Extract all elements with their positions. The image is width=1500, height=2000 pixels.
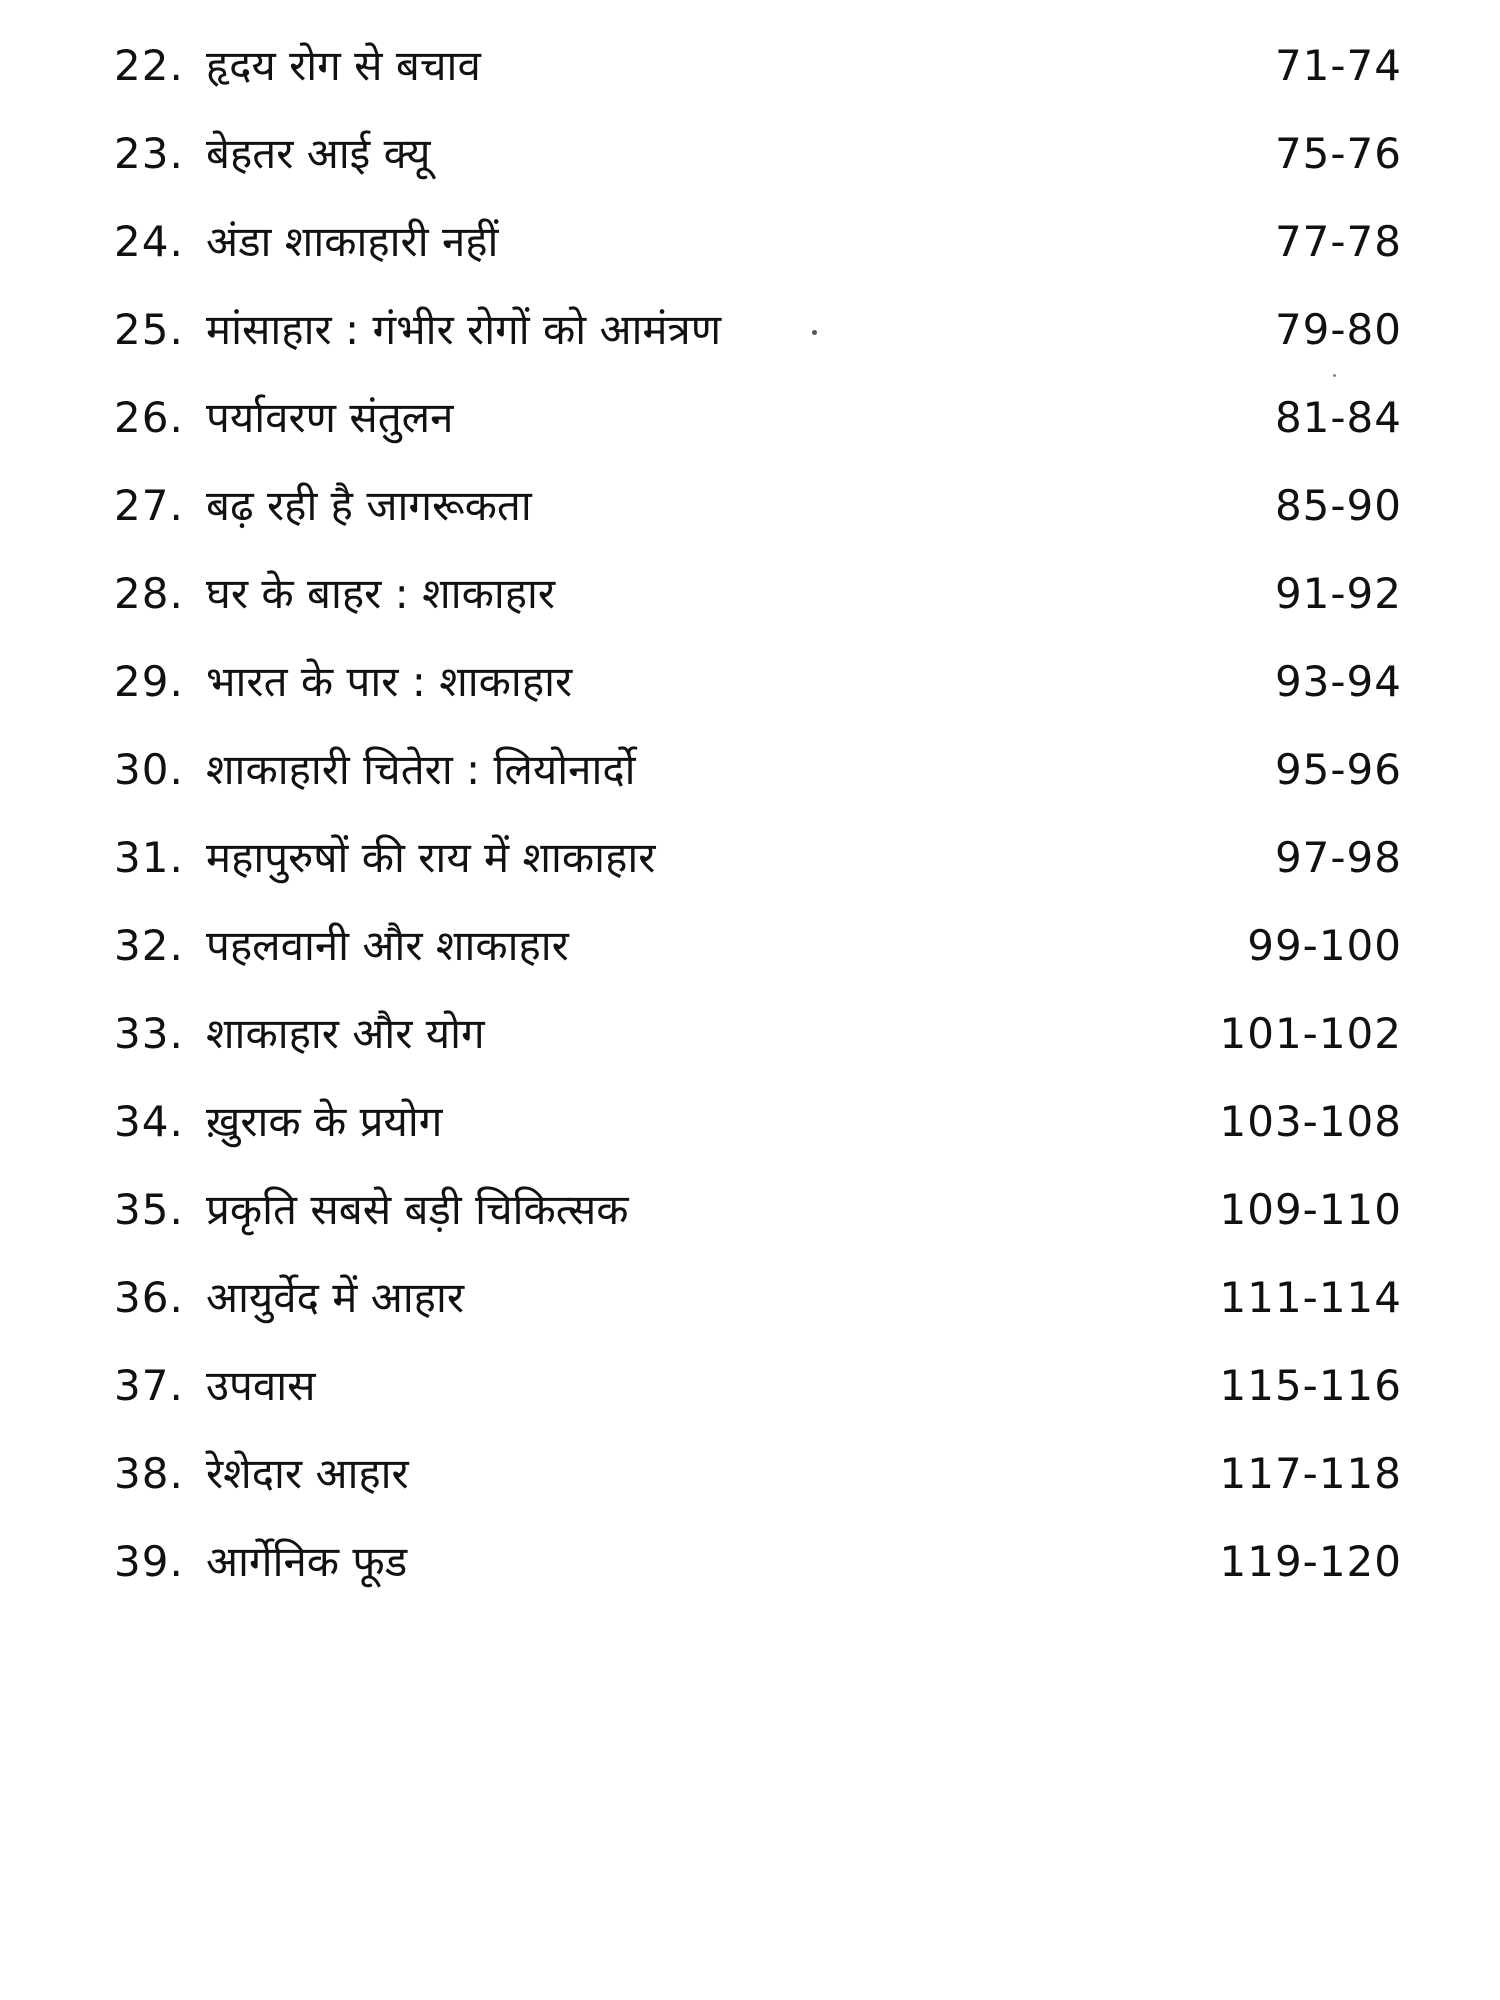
toc-entry [114,110,1402,198]
toc-entry [114,22,1402,110]
entry-page-range: 117-118 [1219,1449,1402,1498]
entry-page-range: 71-74 [1274,41,1402,90]
toc-entry [114,902,1402,990]
entry-number: 33. [114,1009,184,1058]
entry-page-range: 95-96 [1274,745,1402,794]
entry-title: शाकाहार और योग [206,1009,485,1058]
print-speck [1333,374,1336,377]
toc-entry [114,990,1402,1078]
entry-page-range: 81-84 [1274,393,1402,442]
entry-title: ख़ुराक के प्रयोग [206,1097,443,1146]
entry-title: रेशेदार आहार [206,1449,409,1498]
entry-number: 38. [114,1449,184,1498]
toc-entry [114,286,1402,374]
toc-entry [114,374,1402,462]
entry-title: शाकाहारी चितेरा : लियोनार्दो [206,745,636,794]
entry-title: महापुरुषों की राय में शाकाहार [206,833,656,882]
toc-entry [114,638,1402,726]
print-speck [812,330,817,335]
entry-title: पहलवानी और शाकाहार [206,921,569,970]
entry-number: 32. [114,921,184,970]
toc-entry [114,1518,1402,1606]
entry-page-range: 109-110 [1219,1185,1402,1234]
entry-number: 37. [114,1361,184,1410]
entry-number: 25. [114,305,184,354]
toc-entry [114,814,1402,902]
entry-page-range: 99-100 [1247,921,1402,970]
entry-number: 27. [114,481,184,530]
entry-title: हृदय रोग से बचाव [206,41,481,90]
entry-page-range: 79-80 [1274,305,1402,354]
entry-title: अंडा शाकाहारी नहीं [206,217,499,266]
entry-number: 31. [114,833,184,882]
entry-title: प्रकृति सबसे बड़ी चिकित्सक [206,1185,629,1234]
entry-page-range: 103-108 [1219,1097,1402,1146]
entry-number: 39. [114,1537,184,1586]
toc-entry [114,726,1402,814]
entry-page-range: 77-78 [1274,217,1402,266]
entry-page-range: 93-94 [1274,657,1402,706]
entry-page-range: 75-76 [1274,129,1402,178]
entry-title: आयुर्वेद में आहार [206,1273,465,1322]
entry-title: बढ़ रही है जागरूकता [206,481,532,530]
entry-page-range: 101-102 [1219,1009,1402,1058]
toc-entry [114,1254,1402,1342]
entry-title: मांसाहार : गंभीर रोगों को आमंत्रण [206,305,722,354]
entry-page-range: 97-98 [1274,833,1402,882]
entry-number: 35. [114,1185,184,1234]
toc-entry [114,1430,1402,1518]
entry-title: घर के बाहर : शाकाहार [206,569,556,618]
entry-page-range: 91-92 [1274,569,1402,618]
entry-number: 26. [114,393,184,442]
toc-entry [114,1166,1402,1254]
entry-number: 24. [114,217,184,266]
toc-entry [114,550,1402,638]
toc-entry [114,1078,1402,1166]
entry-number: 22. [114,41,184,90]
entry-title: पर्यावरण संतुलन [206,393,454,442]
toc-entry [114,198,1402,286]
entry-page-range: 85-90 [1274,481,1402,530]
entry-title: आर्गेनिक फूड [206,1537,408,1586]
entry-number: 30. [114,745,184,794]
entry-number: 29. [114,657,184,706]
entry-title: बेहतर आई क्यू [206,129,431,178]
entry-number: 36. [114,1273,184,1322]
entry-number: 34. [114,1097,184,1146]
entry-number: 28. [114,569,184,618]
entry-number: 23. [114,129,184,178]
toc-entry [114,1342,1402,1430]
entry-title: भारत के पार : शाकाहार [206,657,573,706]
entry-title: उपवास [206,1361,316,1410]
entry-page-range: 115-116 [1219,1361,1402,1410]
entry-page-range: 119-120 [1219,1537,1402,1586]
table-of-contents [114,22,1402,1606]
entry-page-range: 111-114 [1219,1273,1402,1322]
toc-entry [114,462,1402,550]
